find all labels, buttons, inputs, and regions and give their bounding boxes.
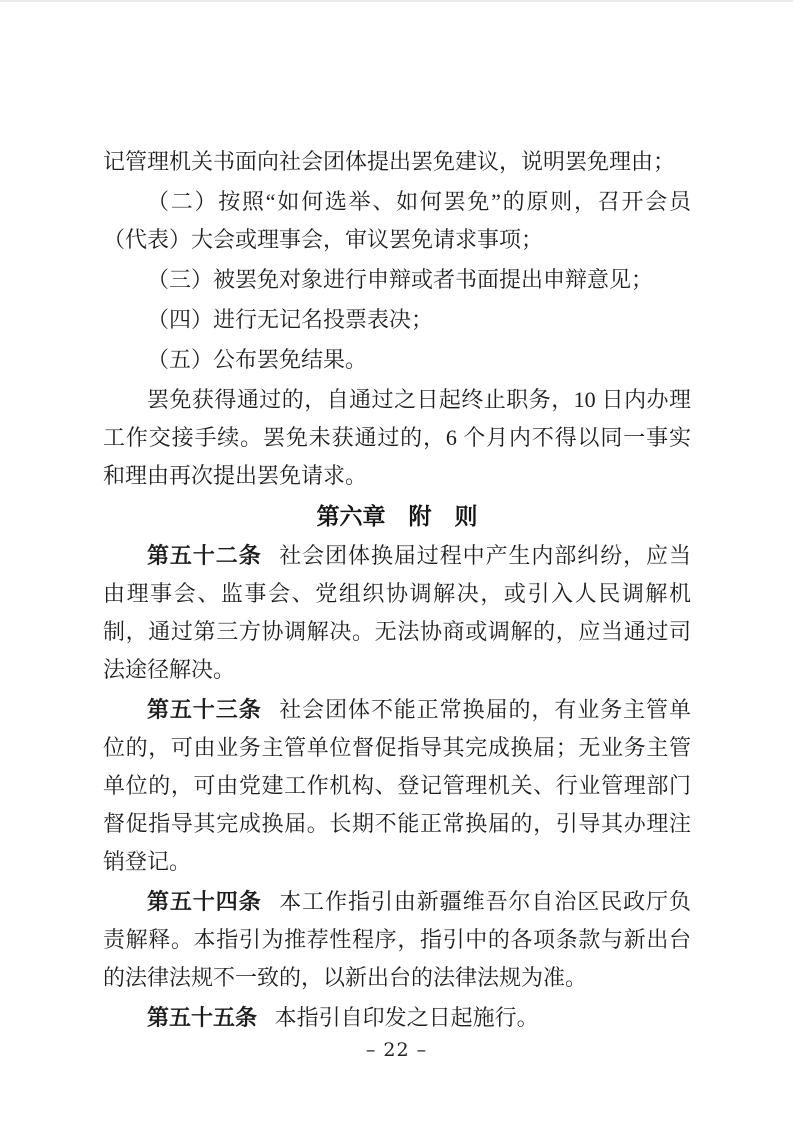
document-body bbox=[103, 143, 691, 1039]
list-item-2: （二）按照“如何选举、如何罢免”的原则，召开会员（代表）大会或理事会，审议罢免请求事项； bbox=[103, 189, 691, 252]
article-52-number: 第五十二条 bbox=[147, 543, 262, 568]
article-55-number: 第五十五条 bbox=[147, 1005, 258, 1030]
list-item-5: （五）公布罢免结果。 bbox=[147, 347, 368, 372]
page-footer bbox=[0, 1038, 793, 1062]
article-52-text: 社会团体换届过程中产生内部纠纷，应当由理事会、监事会、党组织协调解决，或引入人民调解机制，通过第三方协调解决。无法协商或调解的，应当通过司法途径解决。 bbox=[103, 543, 691, 682]
list-item-4: （四）进行无记名投票表决； bbox=[147, 307, 434, 332]
article-54-number: 第五十四条 bbox=[147, 889, 262, 914]
article-54-text: 本工作指引由新疆维吾尔自治区民政厅负责解释。本指引为推荐性程序，指引中的各项条款与新出台的法律法规不一致的，以新出台的法律法规为准。 bbox=[103, 889, 691, 990]
article-53-number: 第五十三条 bbox=[147, 697, 262, 722]
article-54 bbox=[103, 883, 691, 997]
article-55-text: 本指引自印发之日起施行。 bbox=[274, 1005, 539, 1030]
chapter-heading: 第六章 附 则 bbox=[316, 503, 478, 529]
paragraph-continuation: 记管理机关书面向社会团体提出罢免建议，说明罢免理由； bbox=[103, 149, 676, 174]
article-55 bbox=[103, 999, 691, 1037]
paragraph-recall-result: 罢免获得通过的，自通过之日起终止职务，10 日内办理工作交接手续。罢免未获通过的，6 个月内不得以同一事实和理由再次提出罢免请求。 bbox=[103, 387, 691, 488]
article-52 bbox=[103, 537, 691, 689]
list-item-3: （三）被罢免对象进行申辩或者书面提出申辩意见； bbox=[147, 267, 654, 292]
article-53 bbox=[103, 691, 691, 881]
page-number: – 22 – bbox=[365, 1039, 428, 1061]
article-53-text: 社会团体不能正常换届的，有业务主管单位的，可由业务主管单位督促指导其完成换届；无业务主管单位的，可由党建工作机构、登记管理机关、行业管理部门督促指导其完成换届。长期不能正常换届的，引导其办理注销登记。 bbox=[103, 697, 691, 874]
